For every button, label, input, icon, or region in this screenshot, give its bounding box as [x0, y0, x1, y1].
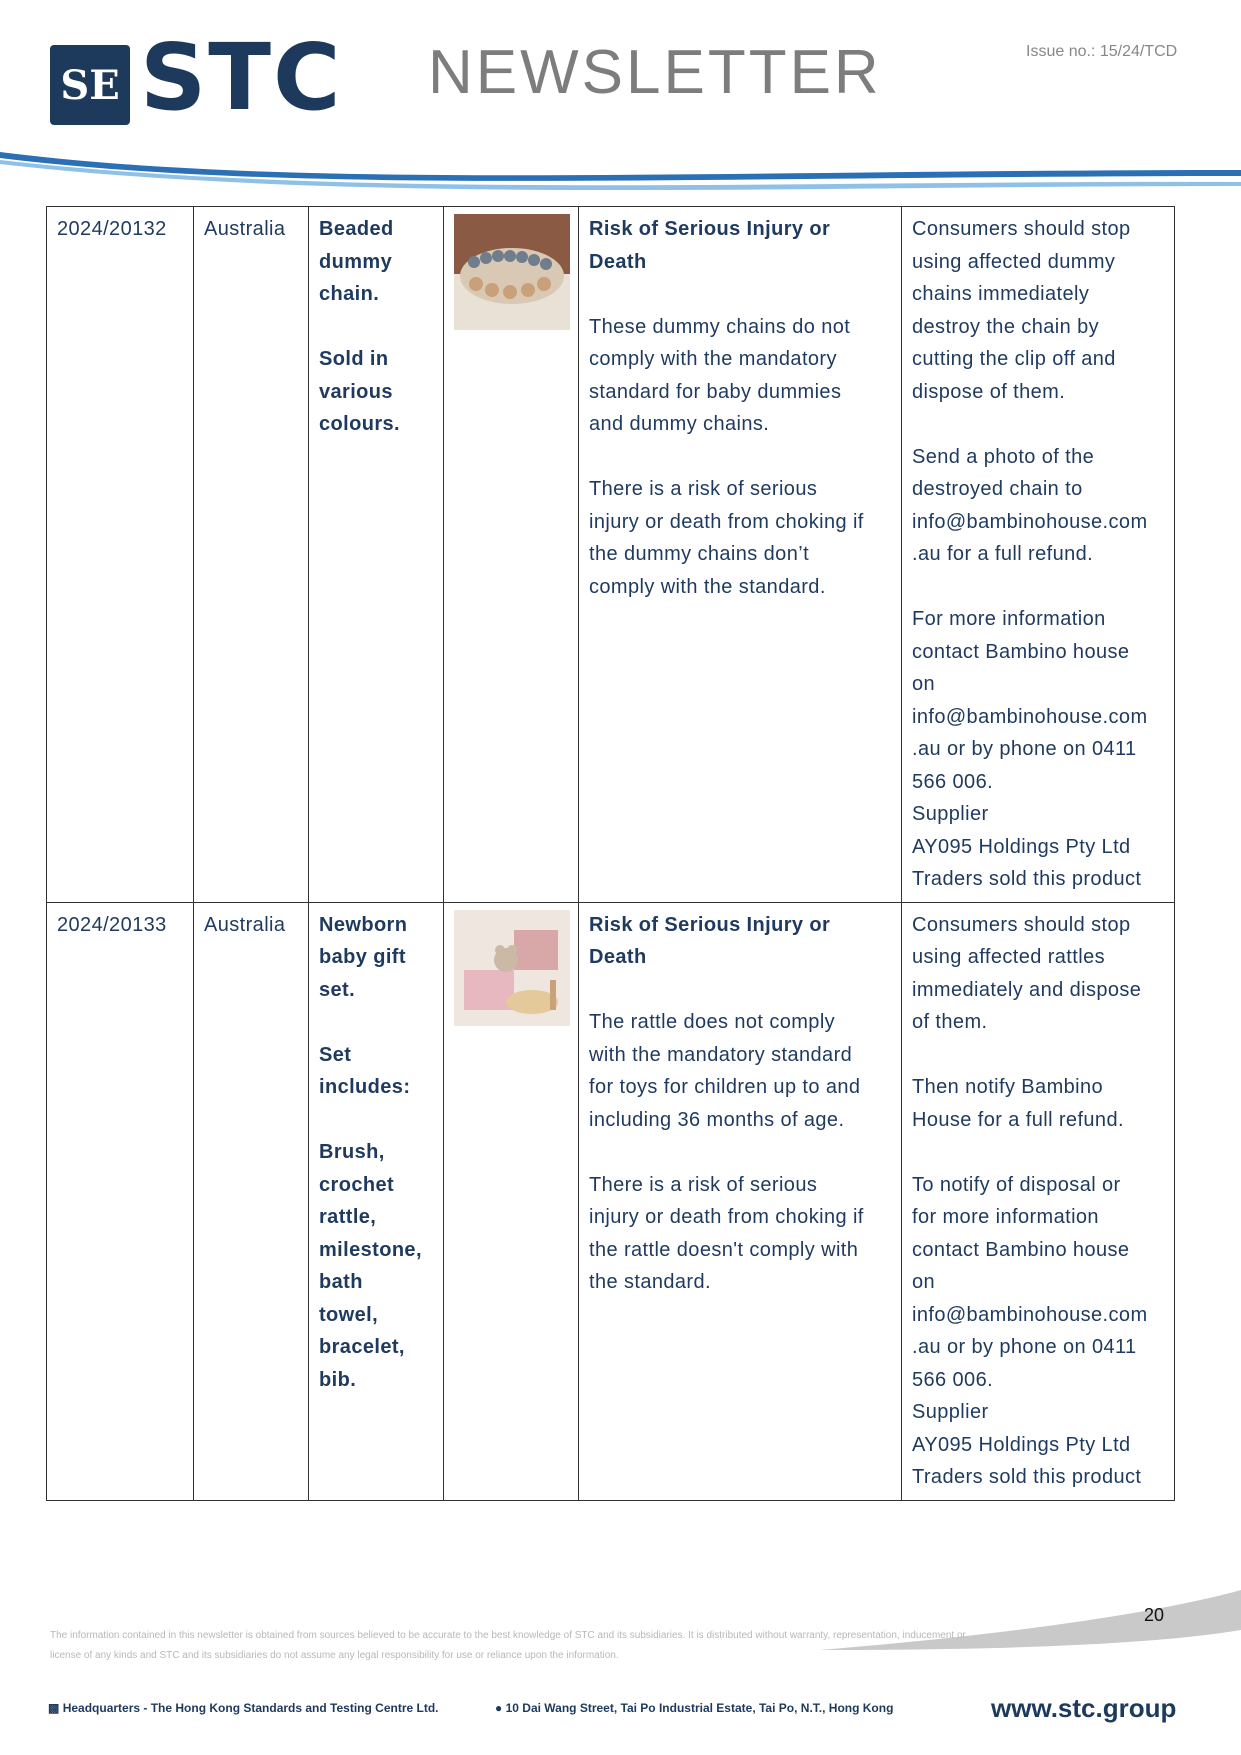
stc-logo-icon: SE — [50, 45, 130, 125]
consumer-action: Consumers should stop using affected dummy chains immediately destroy the chain by cutting the clip off and dispose of them. Send a photo of the destroyed chain to info@bambinohouse.com .au for a full refund. For more information contact Bambino house on info@bambinohouse.com .au or by phone on 0411 566 006. Supplier AY095 Holdings Pty Ltd Traders sold this product — [902, 207, 1175, 903]
building-icon: ▩ — [48, 1701, 60, 1715]
beaded-dummy-chain-photo-icon — [454, 214, 570, 330]
country: Australia — [194, 902, 309, 1500]
ref-number: 2024/20133 — [47, 902, 194, 1500]
logo-text: STC — [140, 24, 343, 131]
newsletter-title: NEWSLETTER — [428, 38, 882, 107]
product-description: Newborn baby gift set. Set includes: Brush, crochet rattle, milestone, bath towel, bracelet, bib. — [309, 902, 444, 1500]
website-link[interactable]: www.stc.group — [991, 1693, 1177, 1723]
newborn-gift-set-photo-icon — [454, 910, 570, 1026]
page-header — [0, 0, 1241, 200]
product-image-cell — [444, 902, 579, 1500]
ref-number: 2024/20132 — [47, 207, 194, 903]
headquarters: ▩ Headquarters - The Hong Kong Standards and Testing Centre Ltd. — [48, 1701, 439, 1715]
footer — [48, 1693, 1198, 1723]
recall-table — [46, 206, 1175, 1501]
consumer-action: Consumers should stop using affected rattles immediately and dispose of them. Then notify Bambino House for a full refund. To notify of disposal or for more information contact Bambino house on info@bambinohouse.com .au or by phone on 0411 566 006. Supplier AY095 Holdings Pty Ltd Traders sold this product — [902, 902, 1175, 1500]
header-swoosh-icon — [0, 140, 1241, 200]
disclaimer: The information contained in this newsletter is obtained from sources believed to be accurate to the best knowledge of STC and its subsidiaries. It is distributed without warranty, representation, inducement or license of any kinds and STC and its subsidiaries do not assume any legal responsibility for use or reliance upon the information. — [50, 1630, 966, 1661]
hazard-description: Risk of Serious Injury or Death The rattle does not comply with the mandatory standard for toys for children up to and including 36 months of age. There is a risk of serious injury or death from choking if the rattle doesn't comply with the standard. — [579, 902, 902, 1500]
issue-number: Issue no.: 15/24/TCD — [1026, 43, 1178, 60]
hazard-description: Risk of Serious Injury or Death These dummy chains do not comply with the mandatory standard for baby dummies and dummy chains. There is a risk of serious injury or death from choking if the dummy chains don’t comply with the standard. — [579, 207, 902, 903]
table-row — [47, 207, 1175, 903]
product-description: Beaded dummy chain. Sold in various colours. — [309, 207, 444, 903]
country: Australia — [194, 207, 309, 903]
table-row — [47, 902, 1175, 1500]
address: ● 10 Dai Wang Street, Tai Po Industrial Estate, Tai Po, N.T., Hong Kong — [495, 1701, 894, 1715]
location-pin-icon: ● — [495, 1701, 503, 1715]
product-image-cell — [444, 207, 579, 903]
page-number: 20 — [1144, 1605, 1165, 1625]
